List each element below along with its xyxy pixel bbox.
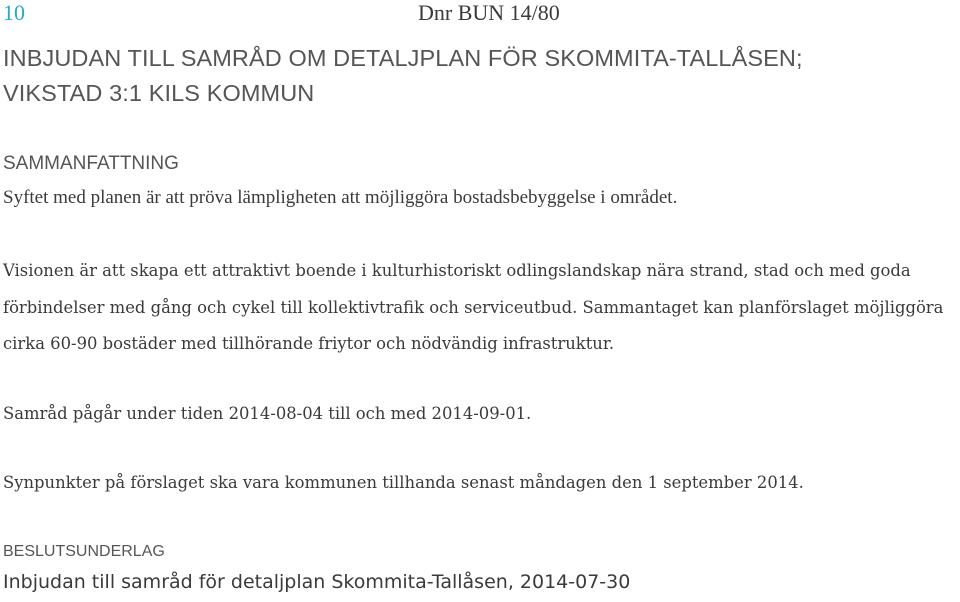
basis-item: Inbjudan till samråd för detaljplan Skommita-Tallåsen, 2014-07-30 <box>3 571 631 593</box>
page-number: 10 <box>3 0 25 25</box>
document-title-line-1: INBJUDAN TILL SAMRÅD OM DETALJPLAN FÖR SKOMMITA-TALLÅSEN; <box>3 45 803 71</box>
vision-paragraph: Visionen är att skapa ett attraktivt boende i kulturhistoriskt odlingslandskap nära strand, stad och med goda förbindelser med gång och cykel till kollektivtrafik och serviceutbud. Sammantaget kan planförslaget möjliggöra cirka 60-90 bostäder med tillhörande friytor och nödvändig infrastruktur. <box>3 261 944 353</box>
basis-heading: BESLUTSUNDERLAG <box>3 543 165 560</box>
summary-lead-text: Syftet med planen är att pröva lämpligheten att möjliggöra bostadsbebyggelse i området. <box>3 187 678 208</box>
registration-number: Dnr BUN 14/80 <box>418 0 560 25</box>
comments-paragraph: Synpunkter på förslaget ska vara kommunen tillhanda senast måndagen den 1 september 2014. <box>3 473 804 492</box>
summary-heading: SAMMANFATTNING <box>3 153 179 174</box>
document-title-line-2: VIKSTAD 3:1 KILS KOMMUN <box>3 80 315 106</box>
document-title <box>3 41 953 111</box>
consultation-paragraph: Samråd pågår under tiden 2014-08-04 till och med 2014-09-01. <box>3 404 532 423</box>
